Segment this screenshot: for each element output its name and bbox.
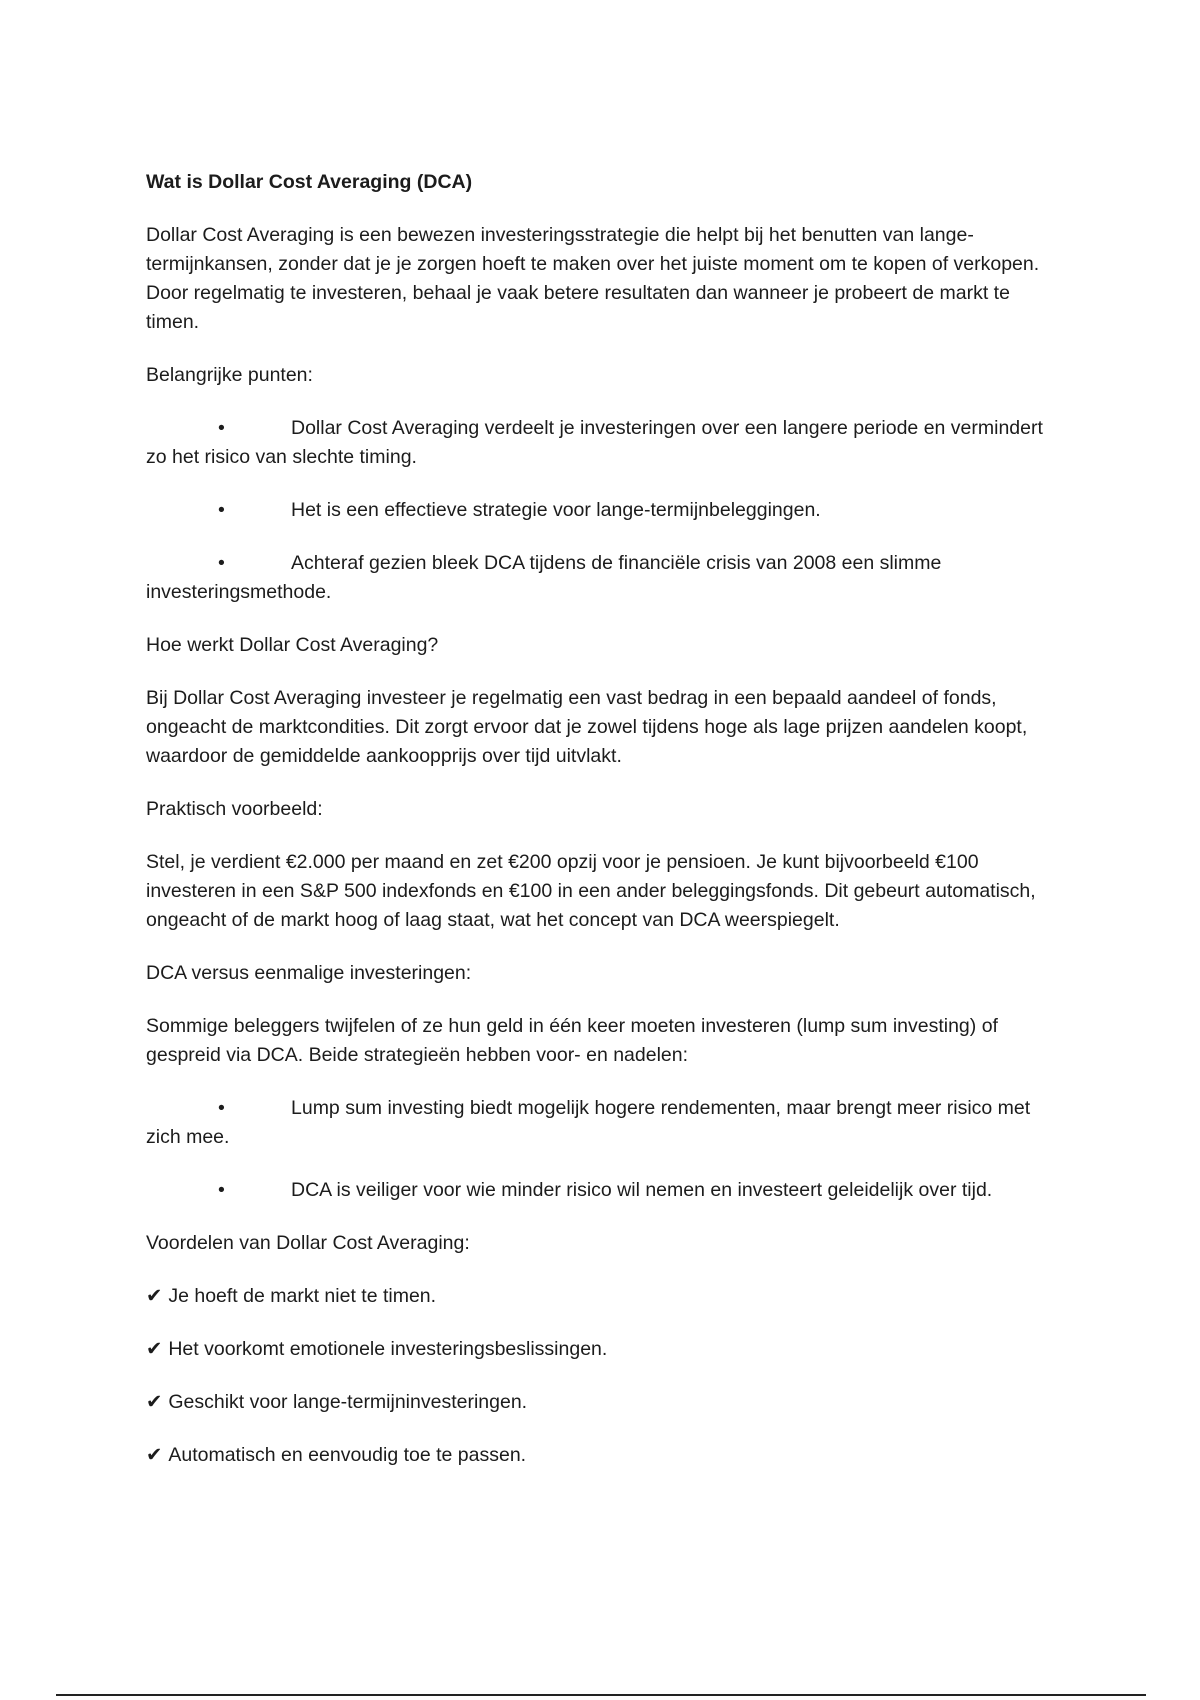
checkmark-icon: ✔: [146, 1338, 163, 1360]
intro-paragraph: Dollar Cost Averaging is een bewezen investeringsstrategie die helpt bij het benutten van lange-termijnkansen, zonder dat je je zorgen hoeft te maken over het juiste moment om te kopen of verkopen. Door regelmatig te investeren, behaal je vaak betere resultaten dan wanneer je probeert de markt te timen.: [146, 224, 1040, 333]
versus-paragraph: Sommige beleggers twijfelen of ze hun geld in één keer moeten investeren (lump sum investing) of gespreid via DCA. Beide strategieën hebben voor- en nadelen:: [146, 1015, 998, 1066]
key-point-item: [146, 549, 1066, 607]
checkmark-icon: ✔: [146, 1391, 163, 1413]
bullet-icon: •: [218, 552, 225, 574]
advantage-text: Geschikt voor lange-termijninvesteringen.: [168, 1391, 528, 1413]
key-point-text: Dollar Cost Averaging verdeelt je investeringen over een langere periode en vermindert zo het risico van slechte timing.: [146, 417, 1043, 468]
example-paragraph: Stel, je verdient €2.000 per maand en zet €200 opzij voor je pensioen. Je kunt bijvoorbeeld €100 investeren in een S&P 500 indexfonds en €100 in een ander beleggingsfonds. Dit gebeurt automatisch, ongeacht of de markt hoog of laag staat, wat het concept van DCA weerspiegelt.: [146, 851, 1036, 931]
advantage-text: Het voorkomt emotionele investeringsbeslissingen.: [168, 1338, 608, 1360]
versus-heading: DCA versus eenmalige investeringen:: [146, 962, 472, 984]
how-heading: Hoe werkt Dollar Cost Averaging?: [146, 634, 439, 656]
example-heading: Praktisch voorbeeld:: [146, 798, 323, 820]
versus-point-text: DCA is veiliger voor wie minder risico wil nemen en investeert geleidelijk over tijd.: [291, 1179, 993, 1201]
document-title: Wat is Dollar Cost Averaging (DCA): [146, 171, 473, 193]
versus-point-item: [146, 1176, 1066, 1205]
key-point-text: Het is een effectieve strategie voor lange-termijnbeleggingen.: [291, 499, 821, 521]
bullet-icon: •: [218, 1179, 225, 1201]
bullet-icon: •: [218, 499, 225, 521]
advantages-heading: Voordelen van Dollar Cost Averaging:: [146, 1232, 470, 1254]
advantage-item: [146, 1335, 1066, 1364]
document-page: [146, 168, 1066, 1494]
advantage-text: Je hoeft de markt niet te timen.: [168, 1285, 437, 1307]
checkmark-icon: ✔: [146, 1444, 163, 1466]
checkmark-icon: ✔: [146, 1285, 163, 1307]
advantage-text: Automatisch en eenvoudig toe te passen.: [168, 1444, 527, 1466]
page-bottom-divider: [56, 1694, 1146, 1696]
key-points-heading: Belangrijke punten:: [146, 364, 313, 386]
versus-point-text: Lump sum investing biedt mogelijk hogere rendementen, maar brengt meer risico met zich mee.: [146, 1097, 1031, 1148]
key-point-text: Achteraf gezien bleek DCA tijdens de financiële crisis van 2008 een slimme investeringsmethode.: [146, 552, 942, 603]
key-point-item: [146, 496, 1066, 525]
key-point-item: [146, 414, 1066, 472]
how-paragraph: Bij Dollar Cost Averaging investeer je regelmatig een vast bedrag in een bepaald aandeel of fonds, ongeacht de marktcondities. Dit zorgt ervoor dat je zowel tijdens hoge als lage prijzen aandelen koopt, waardoor de gemiddelde aankoopprijs over tijd uitvlakt.: [146, 687, 1028, 767]
bullet-icon: •: [218, 417, 225, 439]
bullet-icon: •: [218, 1097, 225, 1119]
advantage-item: [146, 1388, 1066, 1417]
versus-point-item: [146, 1094, 1066, 1152]
advantage-item: [146, 1282, 1066, 1311]
advantage-item: [146, 1441, 1066, 1470]
